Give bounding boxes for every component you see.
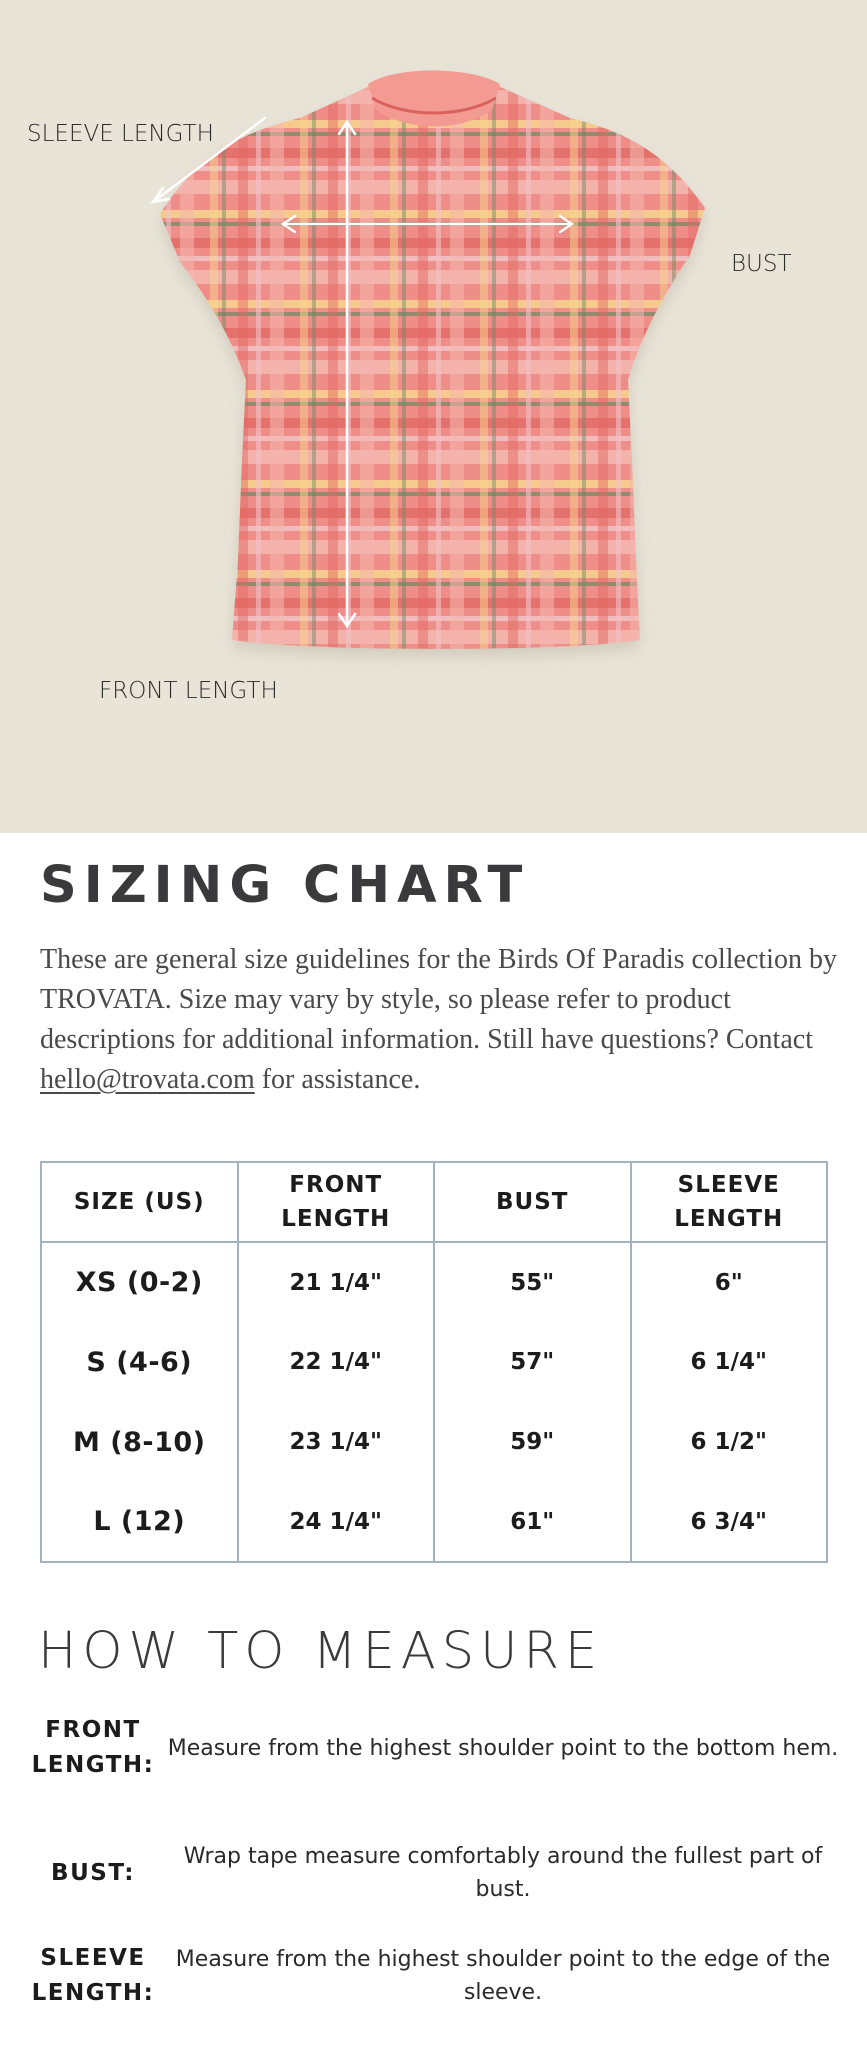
bust-label: BUST bbox=[731, 251, 792, 277]
measure-term: BUST: bbox=[51, 1859, 135, 1886]
measure-item-bust bbox=[30, 1840, 840, 1906]
header-size: SIZE (US) bbox=[41, 1162, 238, 1242]
product-measurement-image bbox=[0, 0, 867, 833]
size-cell: XS (0-2) bbox=[41, 1242, 238, 1322]
size-cell: L (12) bbox=[41, 1482, 238, 1562]
table-row bbox=[41, 1322, 827, 1402]
measure-definition: Measure from the highest shoulder point to the edge of the sleeve. bbox=[175, 1947, 831, 2005]
sleeve-length-cell: 6" bbox=[631, 1242, 828, 1322]
size-cell: S (4-6) bbox=[41, 1322, 238, 1402]
sleeve-length-cell: 6 1/2" bbox=[631, 1402, 828, 1482]
measure-item-sleeve-length bbox=[30, 1940, 840, 2012]
front-length-cell: 23 1/4" bbox=[238, 1402, 435, 1482]
contact-email-link[interactable]: hello@trovata.com bbox=[40, 1064, 255, 1095]
bust-cell: 55" bbox=[434, 1242, 631, 1322]
header-front-length: FRONT LENGTH bbox=[238, 1162, 435, 1242]
measure-item-front-length bbox=[30, 1712, 840, 1784]
sleeve-length-cell: 6 3/4" bbox=[631, 1482, 828, 1562]
front-length-cell: 21 1/4" bbox=[238, 1242, 435, 1322]
measure-definition: Measure from the highest shoulder point to the bottom hem. bbox=[167, 1735, 839, 1761]
front-length-cell: 22 1/4" bbox=[238, 1322, 435, 1402]
front-length-label: FRONT LENGTH bbox=[99, 678, 278, 704]
front-length-cell: 24 1/4" bbox=[238, 1482, 435, 1562]
measure-definition: Wrap tape measure comfortably around the fullest part of bust. bbox=[183, 1844, 823, 1902]
measure-term: FRONT LENGTH: bbox=[31, 1717, 155, 1778]
size-cell: M (8-10) bbox=[41, 1402, 238, 1482]
size-table bbox=[40, 1161, 828, 1563]
header-sleeve-length: SLEEVE LENGTH bbox=[631, 1162, 828, 1242]
sleeve-length-cell: 6 1/4" bbox=[631, 1322, 828, 1402]
blouse-shape bbox=[160, 71, 705, 650]
header-bust: BUST bbox=[434, 1162, 631, 1242]
table-row bbox=[41, 1402, 827, 1482]
intro-body: These are general size guidelines for the Birds Of Paradis collection by TROVATA. Size may vary by style, so please refer to product descriptions for additional information. Still have questions? Contact bbox=[40, 944, 837, 1055]
bust-cell: 59" bbox=[434, 1402, 631, 1482]
bust-cell: 61" bbox=[434, 1482, 631, 1562]
sleeve-length-label: SLEEVE LENGTH bbox=[27, 121, 214, 147]
size-table-header-row bbox=[41, 1162, 827, 1242]
bust-cell: 57" bbox=[434, 1322, 631, 1402]
sizing-chart-title: SIZING CHART bbox=[40, 856, 530, 915]
intro-suffix: for assistance. bbox=[254, 1064, 421, 1095]
table-row bbox=[41, 1482, 827, 1562]
table-row bbox=[41, 1242, 827, 1322]
sizing-intro-text bbox=[40, 940, 840, 1100]
how-to-measure-title: HOW TO MEASURE bbox=[38, 1622, 604, 1681]
measure-term: SLEEVE LENGTH: bbox=[31, 1945, 155, 2006]
